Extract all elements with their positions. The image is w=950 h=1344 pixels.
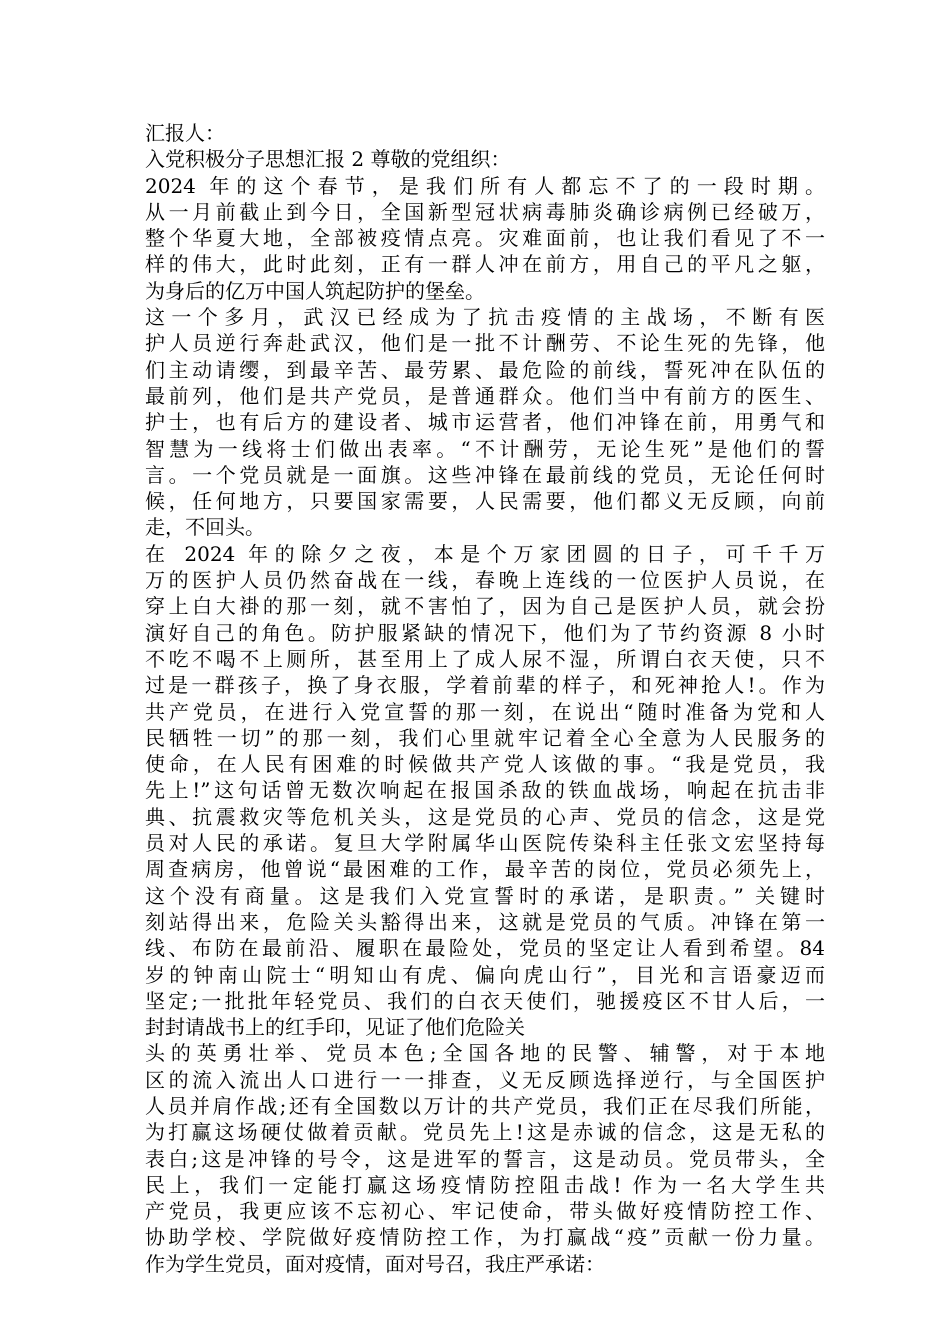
text-line: 最前列，他们是共产党员，是普通群众。他们当中有前方的医生、: [145, 383, 825, 408]
text-line: 言。一个党员就是一面旗。这些冲锋在最前线的党员，无论任何时: [145, 462, 825, 487]
text-line: 表白;这是冲锋的号令，这是进军的誓言，这是动员。党员带头，全: [145, 1146, 825, 1171]
text-line: 协助学校、学院做好疫情防控工作，为打赢战“疫”贡献一份力量。: [145, 1225, 825, 1250]
text-line: 头的英勇壮举、党员本色;全国各地的民警、辅警，对于本地: [145, 1041, 825, 1066]
text-line: 刻站得出来，危险关头豁得出来，这就是党员的气质。冲锋在第一: [145, 909, 825, 934]
text-line: 典、抗震救灾等危机关头，这是党员的心声、党员的信念，这是党: [145, 804, 825, 829]
text-line: 整个华夏大地，全部被疫情点亮。灾难面前，也让我们看见了不一: [145, 226, 825, 251]
text-line: 民牺牲一切”的那一刻，我们心里就牢记着全心全意为人民服务的: [145, 725, 825, 750]
text-line: 员对人民的承诺。复旦大学附属华山医院传染科主任张文宏坚持每: [145, 831, 825, 856]
text-line: 护士，也有后方的建设者、城市运营者，他们冲锋在前，用勇气和: [145, 410, 825, 435]
text-line: 区的流入流出人口进行一一排查，义无反顾选择逆行，与全国医护: [145, 1067, 825, 1092]
document-body: [145, 120, 825, 1277]
text-line: 使命，在人民有困难的时候做共产党人该做的事。“我是党员，我: [145, 752, 825, 777]
text-line: 们主动请缨，到最辛苦、最劳累、最危险的前线，誓死冲在队伍的: [145, 357, 825, 382]
text-line: 2024 年的这个春节，是我们所有人都忘不了的一段时期。: [145, 173, 825, 198]
text-line: 封封请战书上的红手印，见证了他们危险关: [145, 1015, 525, 1040]
text-line: 产党员，我更应该不忘初心、牢记使命，带头做好疫情防控工作、: [145, 1199, 825, 1224]
document-page: [145, 120, 825, 1277]
text-line: 汇报人：: [145, 121, 225, 145]
text-line: 为打赢这场硬仗做着贡献。党员先上!这是赤诚的信念，这是无私的: [145, 1120, 825, 1145]
text-line: 这一个多月，武汉已经成为了抗击疫情的主战场，不断有医: [145, 305, 825, 330]
text-line: 从一月前截止到今日，全国新型冠状病毒肺炎确诊病例已经破万，: [145, 199, 825, 224]
text-line: 人员并肩作战;还有全国数以万计的共产党员，我们正在尽我们所能，: [145, 1093, 825, 1118]
text-line: 坚定;一批批年轻党员、我们的白衣天使们，驰援疫区不甘人后，一: [145, 988, 825, 1013]
text-line: 走，不回头。: [145, 515, 265, 540]
text-line: 过是一群孩子，换了身衣服，学着前辈的样子，和死神抢人!。作为: [145, 673, 825, 698]
text-line: 作为学生党员，面对疫情，面对号召，我庄严承诺：: [145, 1251, 605, 1276]
text-line: 万的医护人员仍然奋战在一线，春晚上连线的一位医护人员说，在: [145, 568, 825, 593]
text-line: 候，任何地方，只要国家需要，人民需要，他们都义无反顾，向前: [145, 489, 825, 514]
text-line: 共产党员，在进行入党宣誓的那一刻，在说出“随时准备为党和人: [145, 699, 825, 724]
text-line: 民上，我们一定能打赢这场疫情防控阻击战! 作为一名大学生共: [145, 1172, 825, 1197]
text-line: 岁的钟南山院士“明知山有虎、偏向虎山行”，目光和言语豪迈而: [145, 962, 825, 987]
text-line: 智慧为一线将士们做出表率。“不计酬劳，无论生死”是他们的誓: [145, 436, 825, 461]
text-line: 不吃不喝不上厕所，甚至用上了成人尿不湿，所谓白衣天使，只不: [145, 646, 825, 671]
text-line: 入党积极分子思想汇报 2 尊敬的党组织：: [145, 147, 511, 172]
text-line: 演好自己的角色。防护服紧缺的情况下，他们为了节约资源 8 小时: [145, 620, 825, 645]
text-line: 先上!”这句话曾无数次响起在报国杀敌的铁血战场，响起在抗击非: [145, 778, 825, 803]
text-line: 在 2024 年的除夕之夜，本是个万家团圆的日子，可千千万: [145, 541, 825, 566]
text-line: 样的伟大，此时此刻，正有一群人冲在前方，用自己的平凡之躯，: [145, 252, 825, 277]
text-line: 线、布防在最前沿、履职在最险处，党员的坚定让人看到希望。84: [145, 936, 825, 961]
text-line: 为身后的亿万中国人筑起防护的堡垒。: [145, 278, 485, 303]
text-line: 穿上白大褂的那一刻，就不害怕了，因为自己是医护人员，就会扮: [145, 594, 825, 619]
text-line: 护人员逆行奔赴武汉，他们是一批不计酬劳、不论生死的先锋，他: [145, 331, 825, 356]
text-line: 这个没有商量。这是我们入党宣誓时的承诺，是职责。” 关键时: [145, 883, 825, 908]
text-line: 周查病房，他曾说“最困难的工作，最辛苦的岗位，党员必须先上，: [145, 857, 825, 882]
